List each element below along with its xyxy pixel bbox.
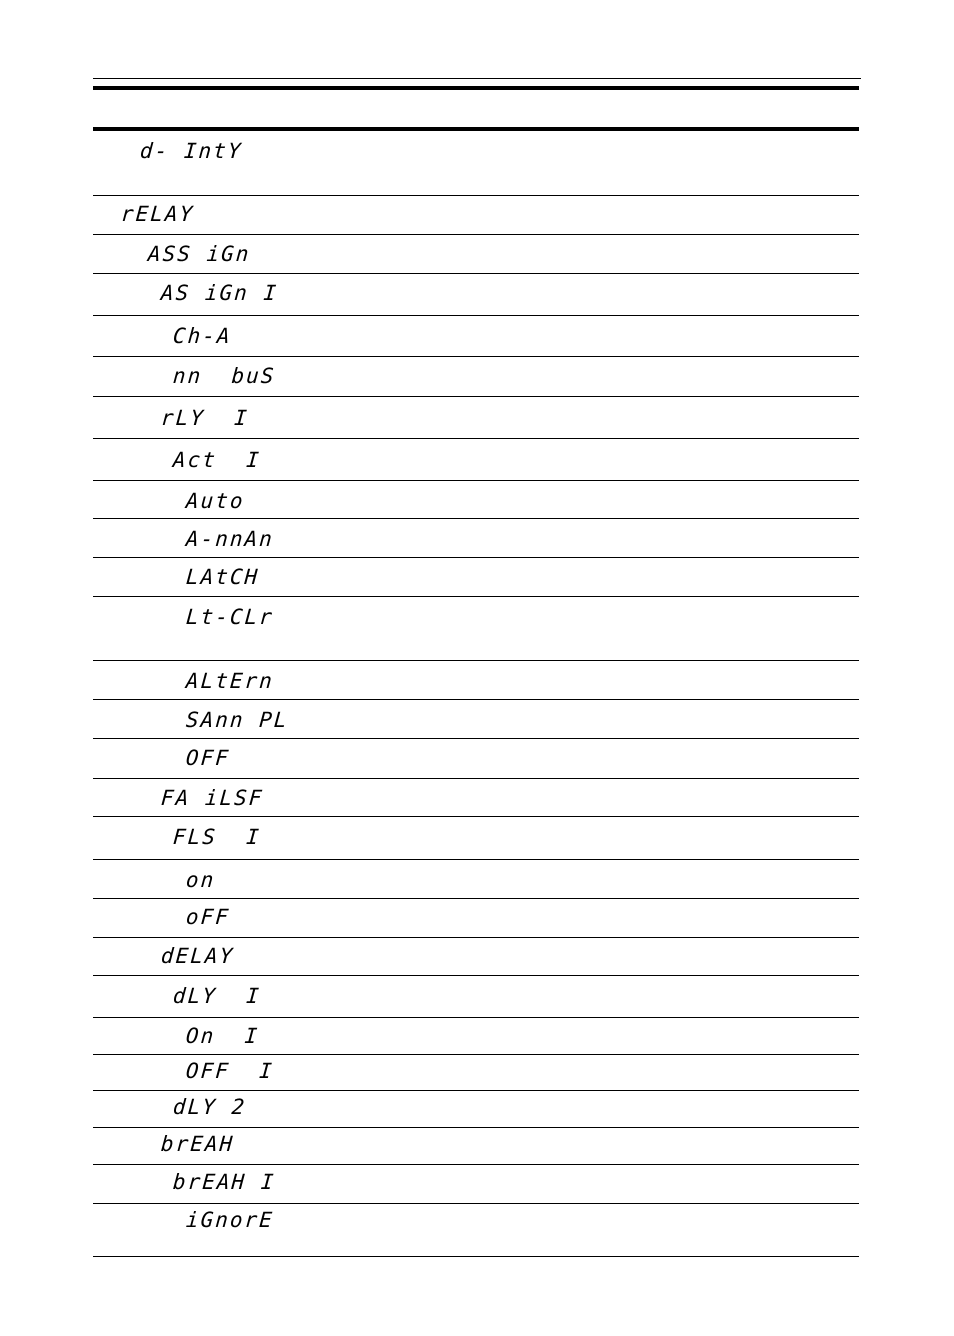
table-row	[93, 700, 859, 739]
parameter-code: OFF I	[185, 1059, 275, 1083]
table-row	[93, 739, 859, 779]
parameter-code: On I	[185, 1024, 261, 1048]
parameter-code: rELAY	[120, 202, 196, 226]
table-row	[93, 357, 859, 397]
parameter-table	[93, 131, 859, 1257]
parameter-code: SAnn PL	[185, 708, 290, 732]
parameter-code: Ch-A	[172, 324, 233, 348]
parameter-code: AS iGn I	[160, 281, 280, 305]
parameter-code: iGnorE	[185, 1208, 275, 1232]
table-row	[93, 274, 859, 316]
table-row	[93, 316, 859, 357]
parameter-code: dLY I	[172, 984, 262, 1008]
table-row	[93, 779, 859, 817]
parameter-code: dELAY	[160, 944, 236, 968]
table-row	[93, 1204, 859, 1257]
header-rule-thick	[93, 86, 859, 90]
parameter-code: ALtErn	[185, 669, 275, 693]
parameter-code: LAtCH	[185, 565, 261, 589]
parameter-code: ASS iGn	[147, 242, 252, 266]
header-rule-thin	[93, 78, 861, 79]
table-row	[93, 661, 859, 700]
table-row	[93, 1128, 859, 1165]
parameter-code: OFF	[185, 746, 231, 770]
parameter-code: Auto	[185, 489, 246, 513]
parameter-code: on	[185, 868, 217, 892]
table-row	[93, 1018, 859, 1055]
parameter-code: FLS I	[172, 825, 262, 849]
table-row	[93, 131, 859, 196]
parameter-code: brEAH I	[172, 1170, 277, 1194]
parameter-code: dLY 2	[172, 1095, 248, 1119]
parameter-code: oFF	[185, 905, 231, 929]
table-row	[93, 597, 859, 661]
table-row	[93, 1091, 859, 1128]
table-row	[93, 899, 859, 938]
table-row	[93, 235, 859, 274]
parameter-code: brEAH	[160, 1132, 236, 1156]
table-row	[93, 938, 859, 976]
parameter-code: Act I	[172, 448, 262, 472]
parameter-code: Lt-CLr	[185, 605, 275, 629]
table-row	[93, 558, 859, 597]
table-row	[93, 1055, 859, 1091]
table-row	[93, 817, 859, 860]
table-row	[93, 519, 859, 558]
table-row	[93, 1165, 859, 1204]
table-row	[93, 397, 859, 439]
table-row	[93, 860, 859, 899]
parameter-code: nn buS	[172, 364, 277, 388]
table-row	[93, 976, 859, 1018]
parameter-code: rLY I	[160, 406, 250, 430]
table-row	[93, 481, 859, 519]
table-row	[93, 196, 859, 235]
table-row	[93, 439, 859, 481]
parameter-code: FA iLSF	[160, 786, 265, 810]
parameter-code: A-nnAn	[185, 527, 275, 551]
parameter-code: d- IntY	[139, 139, 244, 163]
